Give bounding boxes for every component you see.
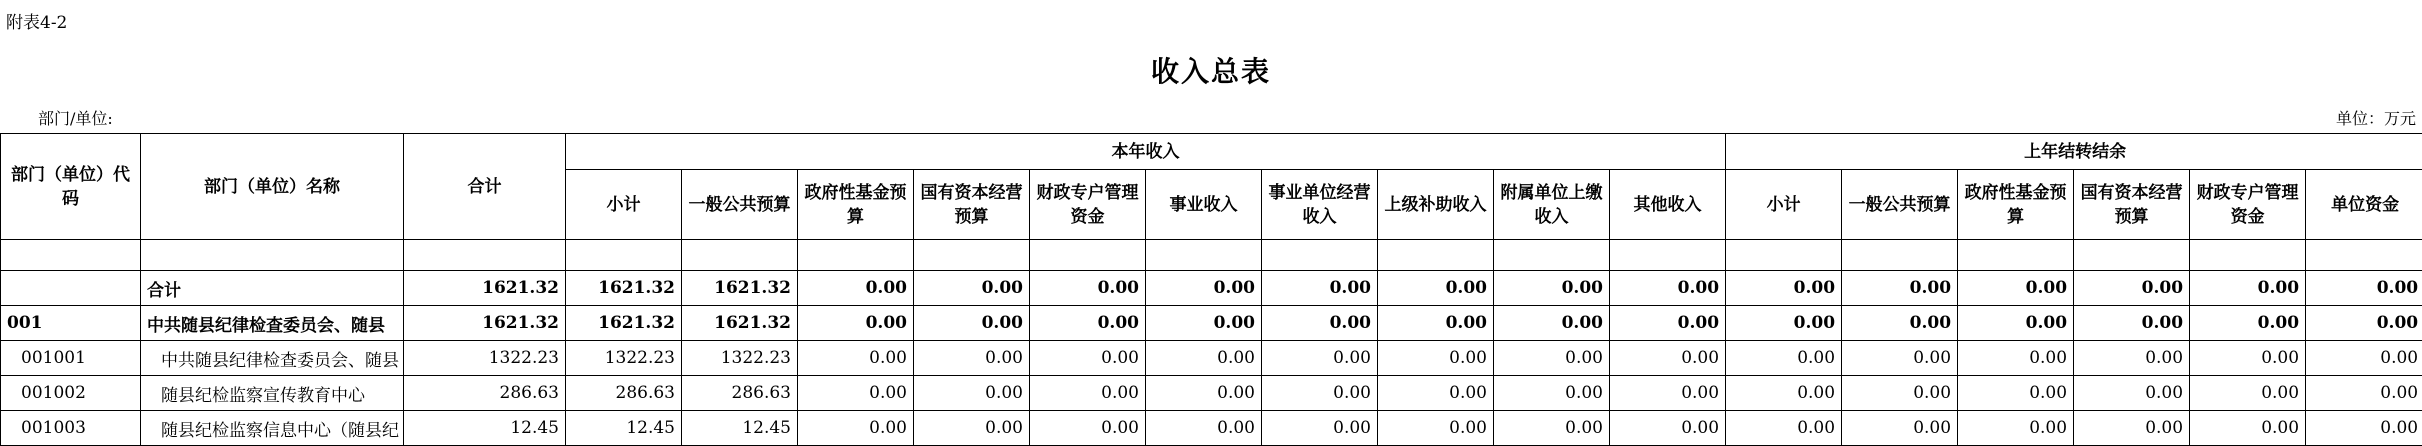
cell-value: 0.00 — [1726, 411, 1842, 446]
cell-name: 随县纪检监察信息中心（随县纪 — [141, 411, 404, 446]
cell-value: 0.00 — [1494, 271, 1610, 306]
cell-value: 0.00 — [914, 341, 1030, 376]
cell-value: 0.00 — [1726, 306, 1842, 341]
cell-value: 0.00 — [1030, 411, 1146, 446]
header-current-year-col: 政府性基金预算 — [798, 170, 914, 240]
cell-value: 1621.32 — [682, 271, 798, 306]
cell-value: 0.00 — [2306, 411, 2422, 446]
cell-value: 0.00 — [1146, 341, 1262, 376]
cell-value: 0.00 — [1146, 271, 1262, 306]
cell-value: 1621.32 — [682, 306, 798, 341]
cell-value: 0.00 — [1262, 341, 1378, 376]
cell-value: 0.00 — [2306, 271, 2422, 306]
cell-value: 0.00 — [1378, 341, 1494, 376]
cell-value: 0.00 — [2074, 376, 2190, 411]
table-row — [1, 306, 2422, 341]
cell-value: 0.00 — [798, 411, 914, 446]
cell-value: 1322.23 — [682, 341, 798, 376]
cell-value: 0.00 — [1610, 271, 1726, 306]
cell-value: 0.00 — [798, 271, 914, 306]
header-current-year-col: 财政专户管理资金 — [1030, 170, 1146, 240]
header-current-year-col: 事业单位经营收入 — [1262, 170, 1378, 240]
cell-value: 0.00 — [1842, 411, 1958, 446]
cell-value: 0.00 — [1610, 376, 1726, 411]
cell-value: 0.00 — [1030, 376, 1146, 411]
cell-value: 0.00 — [1146, 376, 1262, 411]
cell-value: 0.00 — [2074, 306, 2190, 341]
header-carryover-col: 国有资本经营预算 — [2074, 170, 2190, 240]
cell-value: 1621.32 — [404, 306, 566, 341]
cell-value: 0.00 — [2306, 376, 2422, 411]
cell-value: 1322.23 — [404, 341, 566, 376]
cell-value: 0.00 — [914, 411, 1030, 446]
income-summary-table — [0, 133, 2422, 446]
cell-value: 0.00 — [1958, 376, 2074, 411]
table-row — [1, 341, 2422, 376]
cell-value: 0.00 — [1842, 271, 1958, 306]
cell-code: 001 — [1, 306, 141, 341]
cell-value: 12.45 — [404, 411, 566, 446]
cell-value: 0.00 — [914, 271, 1030, 306]
cell-value: 286.63 — [682, 376, 798, 411]
cell-value: 0.00 — [1610, 411, 1726, 446]
cell-code — [1, 271, 141, 306]
header-carryover-col: 单位资金 — [2306, 170, 2422, 240]
cell-value: 0.00 — [1378, 306, 1494, 341]
cell-value: 0.00 — [1842, 341, 1958, 376]
header-carryover-col: 小计 — [1726, 170, 1842, 240]
cell-value: 0.00 — [1262, 271, 1378, 306]
cell-value: 0.00 — [1378, 376, 1494, 411]
cell-value: 0.00 — [1842, 376, 1958, 411]
page-title: 收入总表 — [0, 50, 2422, 90]
cell-value: 0.00 — [1958, 271, 2074, 306]
cell-value: 286.63 — [566, 376, 682, 411]
cell-value: 0.00 — [2190, 411, 2306, 446]
cell-value: 1621.32 — [566, 271, 682, 306]
cell-value: 0.00 — [1494, 411, 1610, 446]
cell-value: 0.00 — [2074, 411, 2190, 446]
cell-code: 001003 — [1, 411, 141, 446]
cell-value: 0.00 — [1610, 341, 1726, 376]
cell-value: 12.45 — [566, 411, 682, 446]
cell-value: 0.00 — [1030, 306, 1146, 341]
header-code: 部门（单位）代码 — [1, 134, 141, 240]
cell-name: 中共随县纪律检查委员会、随县 — [141, 341, 404, 376]
cell-value: 0.00 — [1494, 376, 1610, 411]
cell-value: 286.63 — [404, 376, 566, 411]
cell-value: 0.00 — [2190, 341, 2306, 376]
cell-value: 0.00 — [1494, 306, 1610, 341]
blank-row — [1, 240, 2422, 271]
table-row — [1, 271, 2422, 306]
cell-value: 0.00 — [1262, 411, 1378, 446]
table-row — [1, 376, 2422, 411]
cell-value: 1621.32 — [404, 271, 566, 306]
header-total: 合计 — [404, 134, 566, 240]
header-current-year-col: 其他收入 — [1610, 170, 1726, 240]
header-current-year-col: 上级补助收入 — [1378, 170, 1494, 240]
cell-value: 0.00 — [1726, 341, 1842, 376]
cell-value: 0.00 — [2074, 271, 2190, 306]
cell-value: 0.00 — [1494, 341, 1610, 376]
header-current-year-col: 小计 — [566, 170, 682, 240]
header-carryover-group: 上年结转结余 — [1726, 134, 2422, 170]
header-current-year-col: 国有资本经营预算 — [914, 170, 1030, 240]
cell-name: 合计 — [141, 271, 404, 306]
cell-name: 随县纪检监察宣传教育中心 — [141, 376, 404, 411]
cell-value: 0.00 — [914, 376, 1030, 411]
cell-value: 0.00 — [798, 341, 914, 376]
cell-value: 0.00 — [1610, 306, 1726, 341]
cell-value: 0.00 — [1842, 306, 1958, 341]
cell-value: 0.00 — [1378, 411, 1494, 446]
header-carryover-col: 政府性基金预算 — [1958, 170, 2074, 240]
cell-value: 0.00 — [2306, 306, 2422, 341]
cell-value: 0.00 — [798, 306, 914, 341]
attachment-label: 附表4-2 — [6, 8, 67, 33]
cell-value: 0.00 — [1958, 341, 2074, 376]
cell-value: 0.00 — [2190, 306, 2306, 341]
cell-value: 0.00 — [914, 306, 1030, 341]
header-current-year-col: 附属单位上缴收入 — [1494, 170, 1610, 240]
cell-value: 0.00 — [1958, 306, 2074, 341]
cell-value: 1621.32 — [566, 306, 682, 341]
header-carryover-col: 财政专户管理资金 — [2190, 170, 2306, 240]
cell-value: 0.00 — [1262, 376, 1378, 411]
cell-value: 0.00 — [1262, 306, 1378, 341]
cell-value: 0.00 — [1146, 411, 1262, 446]
cell-value: 0.00 — [2190, 271, 2306, 306]
cell-code: 001002 — [1, 376, 141, 411]
cell-value: 0.00 — [2074, 341, 2190, 376]
cell-value: 0.00 — [798, 376, 914, 411]
cell-value: 0.00 — [2306, 341, 2422, 376]
cell-value: 0.00 — [1030, 341, 1146, 376]
header-current-year-col: 一般公共预算 — [682, 170, 798, 240]
unit-label: 单位：万元 — [2336, 106, 2416, 129]
cell-value: 0.00 — [1958, 411, 2074, 446]
cell-value: 0.00 — [2190, 376, 2306, 411]
header-carryover-col: 一般公共预算 — [1842, 170, 1958, 240]
cell-value: 0.00 — [1378, 271, 1494, 306]
cell-value: 0.00 — [1726, 376, 1842, 411]
cell-code: 001001 — [1, 341, 141, 376]
department-label: 部门/单位: — [38, 106, 113, 129]
cell-value: 1322.23 — [566, 341, 682, 376]
cell-value: 12.45 — [682, 411, 798, 446]
cell-value: 0.00 — [1146, 306, 1262, 341]
header-name: 部门（单位）名称 — [141, 134, 404, 240]
cell-value: 0.00 — [1726, 271, 1842, 306]
header-current-year-col: 事业收入 — [1146, 170, 1262, 240]
cell-value: 0.00 — [1030, 271, 1146, 306]
header-current-year-group: 本年收入 — [566, 134, 1726, 170]
cell-name: 中共随县纪律检查委员会、随县 — [141, 306, 404, 341]
